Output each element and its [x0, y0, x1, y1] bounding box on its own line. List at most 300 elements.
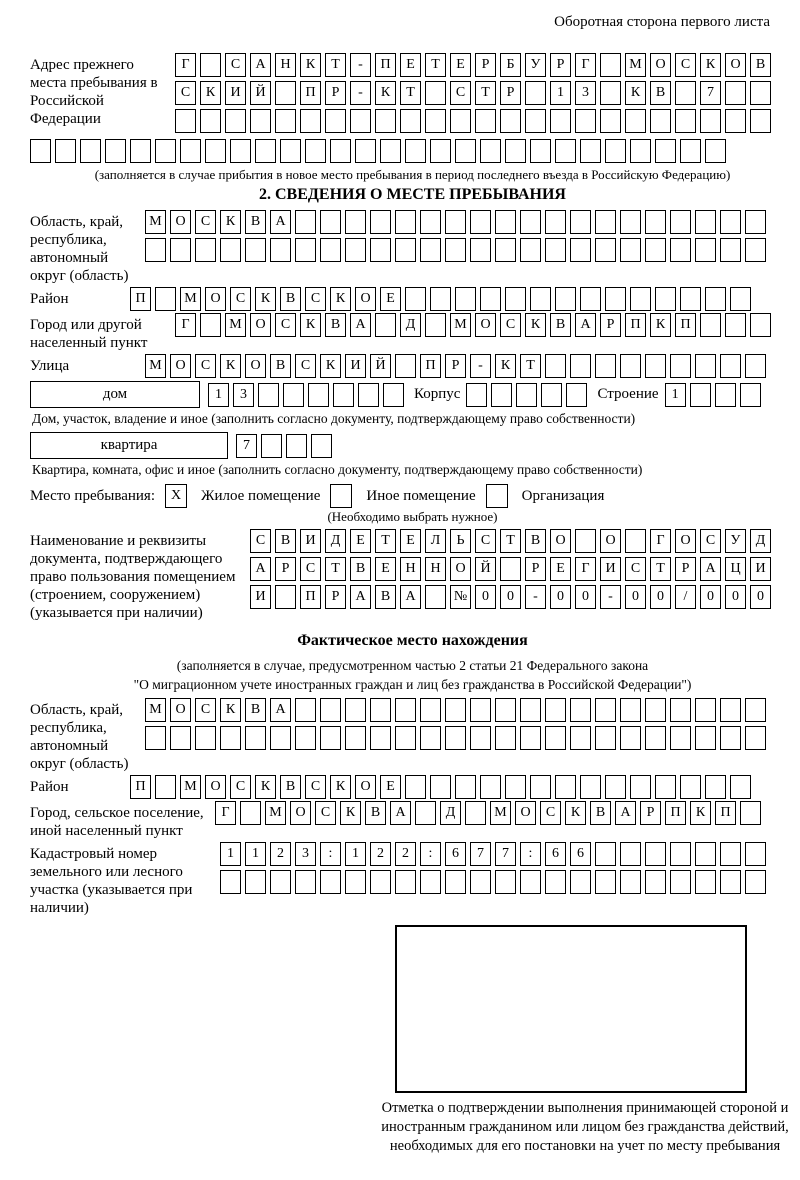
- char-cell[interactable]: И: [600, 557, 621, 581]
- char-cell[interactable]: Л: [425, 529, 446, 553]
- char-cell[interactable]: Н: [425, 557, 446, 581]
- char-cell[interactable]: В: [245, 210, 266, 234]
- char-cell[interactable]: [595, 238, 616, 262]
- char-cell[interactable]: И: [750, 557, 771, 581]
- char-cell[interactable]: [280, 139, 301, 163]
- char-cell[interactable]: С: [305, 775, 326, 799]
- char-cell[interactable]: [420, 210, 441, 234]
- char-cell[interactable]: [545, 354, 566, 378]
- char-cell[interactable]: [105, 139, 126, 163]
- char-cell[interactable]: [750, 109, 771, 133]
- char-cell[interactable]: [395, 726, 416, 750]
- char-cell[interactable]: [430, 775, 451, 799]
- char-cell[interactable]: [675, 109, 696, 133]
- char-cell[interactable]: В: [375, 585, 396, 609]
- char-cell[interactable]: С: [230, 775, 251, 799]
- char-cell[interactable]: С: [295, 354, 316, 378]
- char-cell[interactable]: А: [615, 801, 636, 825]
- char-cell[interactable]: О: [355, 775, 376, 799]
- char-cell[interactable]: [358, 383, 379, 407]
- char-cell[interactable]: 7: [470, 842, 491, 866]
- char-cell[interactable]: [520, 726, 541, 750]
- char-cell[interactable]: 1: [245, 842, 266, 866]
- char-cell[interactable]: [680, 139, 701, 163]
- char-cell[interactable]: А: [575, 313, 596, 337]
- char-cell[interactable]: [620, 726, 641, 750]
- char-cell[interactable]: К: [200, 81, 221, 105]
- char-cell[interactable]: [275, 81, 296, 105]
- char-cell[interactable]: [530, 287, 551, 311]
- char-cell[interactable]: [320, 210, 341, 234]
- char-cell[interactable]: [205, 139, 226, 163]
- char-cell[interactable]: И: [225, 81, 246, 105]
- char-cell[interactable]: Р: [275, 557, 296, 581]
- char-cell[interactable]: Е: [350, 529, 371, 553]
- char-cell[interactable]: 3: [575, 81, 596, 105]
- char-cell[interactable]: [695, 210, 716, 234]
- char-cell[interactable]: Е: [450, 53, 471, 77]
- char-cell[interactable]: П: [130, 775, 151, 799]
- char-cell[interactable]: 7: [236, 434, 257, 458]
- char-cell[interactable]: С: [305, 287, 326, 311]
- char-cell[interactable]: [645, 726, 666, 750]
- char-cell[interactable]: [670, 698, 691, 722]
- char-cell[interactable]: [155, 139, 176, 163]
- char-cell[interactable]: К: [525, 313, 546, 337]
- char-cell[interactable]: [695, 354, 716, 378]
- char-cell[interactable]: [395, 870, 416, 894]
- char-cell[interactable]: 1: [665, 383, 686, 407]
- char-cell[interactable]: [675, 81, 696, 105]
- char-cell[interactable]: [630, 139, 651, 163]
- char-cell[interactable]: [650, 109, 671, 133]
- char-cell[interactable]: [720, 210, 741, 234]
- char-cell[interactable]: М: [145, 698, 166, 722]
- char-cell[interactable]: [745, 842, 766, 866]
- char-cell[interactable]: А: [350, 313, 371, 337]
- char-cell[interactable]: С: [475, 529, 496, 553]
- char-cell[interactable]: [570, 698, 591, 722]
- char-cell[interactable]: [620, 842, 641, 866]
- char-cell[interactable]: [420, 726, 441, 750]
- char-cell[interactable]: [430, 139, 451, 163]
- char-cell[interactable]: [320, 870, 341, 894]
- char-cell[interactable]: [720, 354, 741, 378]
- char-cell[interactable]: 0: [700, 585, 721, 609]
- char-cell[interactable]: [305, 139, 326, 163]
- char-cell[interactable]: 7: [495, 842, 516, 866]
- char-cell[interactable]: [445, 870, 466, 894]
- char-cell[interactable]: [220, 870, 241, 894]
- char-cell[interactable]: [491, 383, 512, 407]
- char-cell[interactable]: П: [675, 313, 696, 337]
- char-cell[interactable]: П: [715, 801, 736, 825]
- char-cell[interactable]: А: [250, 53, 271, 77]
- char-cell[interactable]: С: [275, 313, 296, 337]
- char-cell[interactable]: [720, 238, 741, 262]
- char-cell[interactable]: Г: [175, 53, 196, 77]
- char-cell[interactable]: В: [280, 287, 301, 311]
- char-cell[interactable]: М: [450, 313, 471, 337]
- char-cell[interactable]: Е: [400, 53, 421, 77]
- char-cell[interactable]: [333, 383, 354, 407]
- char-cell[interactable]: [695, 698, 716, 722]
- char-cell[interactable]: У: [525, 53, 546, 77]
- organization-checkbox[interactable]: [486, 484, 508, 508]
- char-cell[interactable]: О: [600, 529, 621, 553]
- char-cell[interactable]: Е: [380, 287, 401, 311]
- char-cell[interactable]: П: [130, 287, 151, 311]
- char-cell[interactable]: [545, 210, 566, 234]
- char-cell[interactable]: [220, 726, 241, 750]
- char-cell[interactable]: Е: [375, 557, 396, 581]
- char-cell[interactable]: [530, 139, 551, 163]
- char-cell[interactable]: 1: [208, 383, 229, 407]
- char-cell[interactable]: [480, 775, 501, 799]
- char-cell[interactable]: [745, 354, 766, 378]
- char-cell[interactable]: [545, 698, 566, 722]
- char-cell[interactable]: [745, 210, 766, 234]
- char-cell[interactable]: Д: [750, 529, 771, 553]
- char-cell[interactable]: [470, 210, 491, 234]
- char-cell[interactable]: [130, 139, 151, 163]
- char-cell[interactable]: [495, 238, 516, 262]
- char-cell[interactable]: [370, 870, 391, 894]
- char-cell[interactable]: А: [390, 801, 411, 825]
- char-cell[interactable]: [655, 287, 676, 311]
- char-cell[interactable]: [720, 842, 741, 866]
- char-cell[interactable]: [270, 238, 291, 262]
- char-cell[interactable]: В: [590, 801, 611, 825]
- char-cell[interactable]: П: [420, 354, 441, 378]
- char-cell[interactable]: [715, 383, 736, 407]
- char-cell[interactable]: К: [220, 210, 241, 234]
- char-cell[interactable]: [690, 383, 711, 407]
- char-cell[interactable]: [270, 726, 291, 750]
- char-cell[interactable]: О: [355, 287, 376, 311]
- char-cell[interactable]: [705, 287, 726, 311]
- char-cell[interactable]: [541, 383, 562, 407]
- char-cell[interactable]: [520, 698, 541, 722]
- char-cell[interactable]: 0: [550, 585, 571, 609]
- char-cell[interactable]: О: [170, 698, 191, 722]
- char-cell[interactable]: О: [205, 287, 226, 311]
- char-cell[interactable]: [580, 775, 601, 799]
- char-cell[interactable]: В: [245, 698, 266, 722]
- char-cell[interactable]: [600, 109, 621, 133]
- char-cell[interactable]: [620, 238, 641, 262]
- char-cell[interactable]: [695, 842, 716, 866]
- char-cell[interactable]: [730, 287, 751, 311]
- char-cell[interactable]: 0: [575, 585, 596, 609]
- char-cell[interactable]: [455, 287, 476, 311]
- char-cell[interactable]: [320, 698, 341, 722]
- char-cell[interactable]: [700, 313, 721, 337]
- char-cell[interactable]: [325, 109, 346, 133]
- char-cell[interactable]: В: [365, 801, 386, 825]
- char-cell[interactable]: [550, 109, 571, 133]
- char-cell[interactable]: [545, 238, 566, 262]
- char-cell[interactable]: 1: [345, 842, 366, 866]
- char-cell[interactable]: Ц: [725, 557, 746, 581]
- char-cell[interactable]: [705, 139, 726, 163]
- char-cell[interactable]: [505, 287, 526, 311]
- char-cell[interactable]: А: [270, 698, 291, 722]
- char-cell[interactable]: В: [280, 775, 301, 799]
- char-cell[interactable]: [545, 870, 566, 894]
- char-cell[interactable]: [630, 775, 651, 799]
- char-cell[interactable]: [575, 529, 596, 553]
- char-cell[interactable]: [740, 383, 761, 407]
- char-cell[interactable]: [245, 726, 266, 750]
- char-cell[interactable]: [225, 109, 246, 133]
- char-cell[interactable]: П: [300, 81, 321, 105]
- char-cell[interactable]: [480, 287, 501, 311]
- char-cell[interactable]: [570, 726, 591, 750]
- char-cell[interactable]: [250, 109, 271, 133]
- char-cell[interactable]: С: [540, 801, 561, 825]
- char-cell[interactable]: [625, 529, 646, 553]
- char-cell[interactable]: [200, 313, 221, 337]
- char-cell[interactable]: [370, 726, 391, 750]
- char-cell[interactable]: М: [490, 801, 511, 825]
- char-cell[interactable]: [620, 354, 641, 378]
- char-cell[interactable]: М: [265, 801, 286, 825]
- char-cell[interactable]: [595, 210, 616, 234]
- char-cell[interactable]: К: [220, 354, 241, 378]
- char-cell[interactable]: Р: [640, 801, 661, 825]
- char-cell[interactable]: [295, 698, 316, 722]
- char-cell[interactable]: [255, 139, 276, 163]
- char-cell[interactable]: [405, 287, 426, 311]
- char-cell[interactable]: [345, 238, 366, 262]
- char-cell[interactable]: [395, 210, 416, 234]
- char-cell[interactable]: [470, 726, 491, 750]
- char-cell[interactable]: [670, 210, 691, 234]
- char-cell[interactable]: [286, 434, 307, 458]
- char-cell[interactable]: [730, 775, 751, 799]
- char-cell[interactable]: К: [300, 53, 321, 77]
- char-cell[interactable]: [295, 238, 316, 262]
- char-cell[interactable]: [470, 238, 491, 262]
- char-cell[interactable]: Е: [380, 775, 401, 799]
- char-cell[interactable]: :: [420, 842, 441, 866]
- char-cell[interactable]: [383, 383, 404, 407]
- char-cell[interactable]: В: [550, 313, 571, 337]
- char-cell[interactable]: [720, 870, 741, 894]
- char-cell[interactable]: С: [175, 81, 196, 105]
- char-cell[interactable]: К: [300, 313, 321, 337]
- char-cell[interactable]: О: [725, 53, 746, 77]
- char-cell[interactable]: Й: [475, 557, 496, 581]
- char-cell[interactable]: [350, 109, 371, 133]
- char-cell[interactable]: [600, 81, 621, 105]
- char-cell[interactable]: -: [350, 81, 371, 105]
- char-cell[interactable]: [740, 801, 761, 825]
- char-cell[interactable]: [405, 139, 426, 163]
- char-cell[interactable]: [645, 870, 666, 894]
- char-cell[interactable]: [400, 109, 421, 133]
- char-cell[interactable]: С: [700, 529, 721, 553]
- char-cell[interactable]: В: [270, 354, 291, 378]
- char-cell[interactable]: М: [180, 287, 201, 311]
- char-cell[interactable]: [195, 726, 216, 750]
- char-cell[interactable]: [495, 726, 516, 750]
- char-cell[interactable]: Е: [550, 557, 571, 581]
- char-cell[interactable]: [566, 383, 587, 407]
- char-cell[interactable]: [516, 383, 537, 407]
- char-cell[interactable]: [200, 109, 221, 133]
- char-cell[interactable]: П: [625, 313, 646, 337]
- char-cell[interactable]: С: [625, 557, 646, 581]
- char-cell[interactable]: [230, 139, 251, 163]
- char-cell[interactable]: [380, 139, 401, 163]
- char-cell[interactable]: [505, 139, 526, 163]
- char-cell[interactable]: [470, 870, 491, 894]
- char-cell[interactable]: Р: [445, 354, 466, 378]
- char-cell[interactable]: [395, 354, 416, 378]
- char-cell[interactable]: [455, 775, 476, 799]
- char-cell[interactable]: Т: [375, 529, 396, 553]
- char-cell[interactable]: Т: [325, 53, 346, 77]
- char-cell[interactable]: 2: [370, 842, 391, 866]
- char-cell[interactable]: [465, 801, 486, 825]
- char-cell[interactable]: О: [170, 354, 191, 378]
- char-cell[interactable]: О: [170, 210, 191, 234]
- char-cell[interactable]: [725, 81, 746, 105]
- char-cell[interactable]: [450, 109, 471, 133]
- char-cell[interactable]: К: [255, 287, 276, 311]
- char-cell[interactable]: [395, 698, 416, 722]
- char-cell[interactable]: :: [320, 842, 341, 866]
- char-cell[interactable]: 1: [550, 81, 571, 105]
- char-cell[interactable]: С: [675, 53, 696, 77]
- char-cell[interactable]: [670, 238, 691, 262]
- char-cell[interactable]: [295, 210, 316, 234]
- char-cell[interactable]: Г: [575, 557, 596, 581]
- char-cell[interactable]: В: [325, 313, 346, 337]
- char-cell[interactable]: [700, 109, 721, 133]
- char-cell[interactable]: И: [250, 585, 271, 609]
- char-cell[interactable]: [375, 313, 396, 337]
- char-cell[interactable]: С: [450, 81, 471, 105]
- char-cell[interactable]: К: [625, 81, 646, 105]
- char-cell[interactable]: /: [675, 585, 696, 609]
- char-cell[interactable]: [580, 287, 601, 311]
- char-cell[interactable]: [425, 313, 446, 337]
- char-cell[interactable]: М: [225, 313, 246, 337]
- char-cell[interactable]: О: [290, 801, 311, 825]
- char-cell[interactable]: [295, 726, 316, 750]
- char-cell[interactable]: И: [300, 529, 321, 553]
- char-cell[interactable]: [375, 109, 396, 133]
- char-cell[interactable]: 0: [725, 585, 746, 609]
- char-cell[interactable]: А: [350, 585, 371, 609]
- char-cell[interactable]: [620, 210, 641, 234]
- char-cell[interactable]: [500, 109, 521, 133]
- char-cell[interactable]: [595, 842, 616, 866]
- char-cell[interactable]: [355, 139, 376, 163]
- char-cell[interactable]: [745, 698, 766, 722]
- char-cell[interactable]: [580, 139, 601, 163]
- char-cell[interactable]: Т: [475, 81, 496, 105]
- char-cell[interactable]: [545, 726, 566, 750]
- char-cell[interactable]: В: [650, 81, 671, 105]
- char-cell[interactable]: [645, 210, 666, 234]
- char-cell[interactable]: С: [195, 698, 216, 722]
- char-cell[interactable]: [445, 726, 466, 750]
- char-cell[interactable]: [395, 238, 416, 262]
- char-cell[interactable]: В: [275, 529, 296, 553]
- char-cell[interactable]: О: [250, 313, 271, 337]
- char-cell[interactable]: С: [230, 287, 251, 311]
- char-cell[interactable]: [655, 775, 676, 799]
- char-cell[interactable]: [525, 81, 546, 105]
- char-cell[interactable]: К: [320, 354, 341, 378]
- char-cell[interactable]: [270, 870, 291, 894]
- char-cell[interactable]: Д: [325, 529, 346, 553]
- char-cell[interactable]: [55, 139, 76, 163]
- char-cell[interactable]: [520, 870, 541, 894]
- char-cell[interactable]: Т: [650, 557, 671, 581]
- char-cell[interactable]: 3: [295, 842, 316, 866]
- char-cell[interactable]: Р: [325, 81, 346, 105]
- char-cell[interactable]: [155, 775, 176, 799]
- char-cell[interactable]: Ь: [450, 529, 471, 553]
- char-cell[interactable]: Й: [370, 354, 391, 378]
- char-cell[interactable]: [30, 139, 51, 163]
- char-cell[interactable]: [505, 775, 526, 799]
- char-cell[interactable]: [420, 870, 441, 894]
- char-cell[interactable]: П: [300, 585, 321, 609]
- char-cell[interactable]: И: [345, 354, 366, 378]
- char-cell[interactable]: [495, 870, 516, 894]
- char-cell[interactable]: [258, 383, 279, 407]
- char-cell[interactable]: Г: [215, 801, 236, 825]
- char-cell[interactable]: С: [250, 529, 271, 553]
- char-cell[interactable]: [308, 383, 329, 407]
- char-cell[interactable]: Д: [440, 801, 461, 825]
- char-cell[interactable]: [670, 870, 691, 894]
- char-cell[interactable]: [145, 726, 166, 750]
- char-cell[interactable]: Р: [325, 585, 346, 609]
- char-cell[interactable]: [645, 354, 666, 378]
- char-cell[interactable]: Т: [520, 354, 541, 378]
- char-cell[interactable]: [480, 139, 501, 163]
- char-cell[interactable]: Т: [400, 81, 421, 105]
- char-cell[interactable]: [425, 585, 446, 609]
- char-cell[interactable]: 0: [500, 585, 521, 609]
- char-cell[interactable]: [595, 698, 616, 722]
- char-cell[interactable]: [645, 238, 666, 262]
- char-cell[interactable]: [570, 210, 591, 234]
- char-cell[interactable]: 3: [233, 383, 254, 407]
- char-cell[interactable]: [555, 775, 576, 799]
- char-cell[interactable]: К: [255, 775, 276, 799]
- char-cell[interactable]: [680, 287, 701, 311]
- char-cell[interactable]: [370, 210, 391, 234]
- char-cell[interactable]: [320, 726, 341, 750]
- char-cell[interactable]: В: [350, 557, 371, 581]
- char-cell[interactable]: Е: [400, 529, 421, 553]
- char-cell[interactable]: Г: [575, 53, 596, 77]
- char-cell[interactable]: Т: [325, 557, 346, 581]
- char-cell[interactable]: [500, 557, 521, 581]
- char-cell[interactable]: [345, 726, 366, 750]
- char-cell[interactable]: [495, 698, 516, 722]
- char-cell[interactable]: [720, 698, 741, 722]
- char-cell[interactable]: [261, 434, 282, 458]
